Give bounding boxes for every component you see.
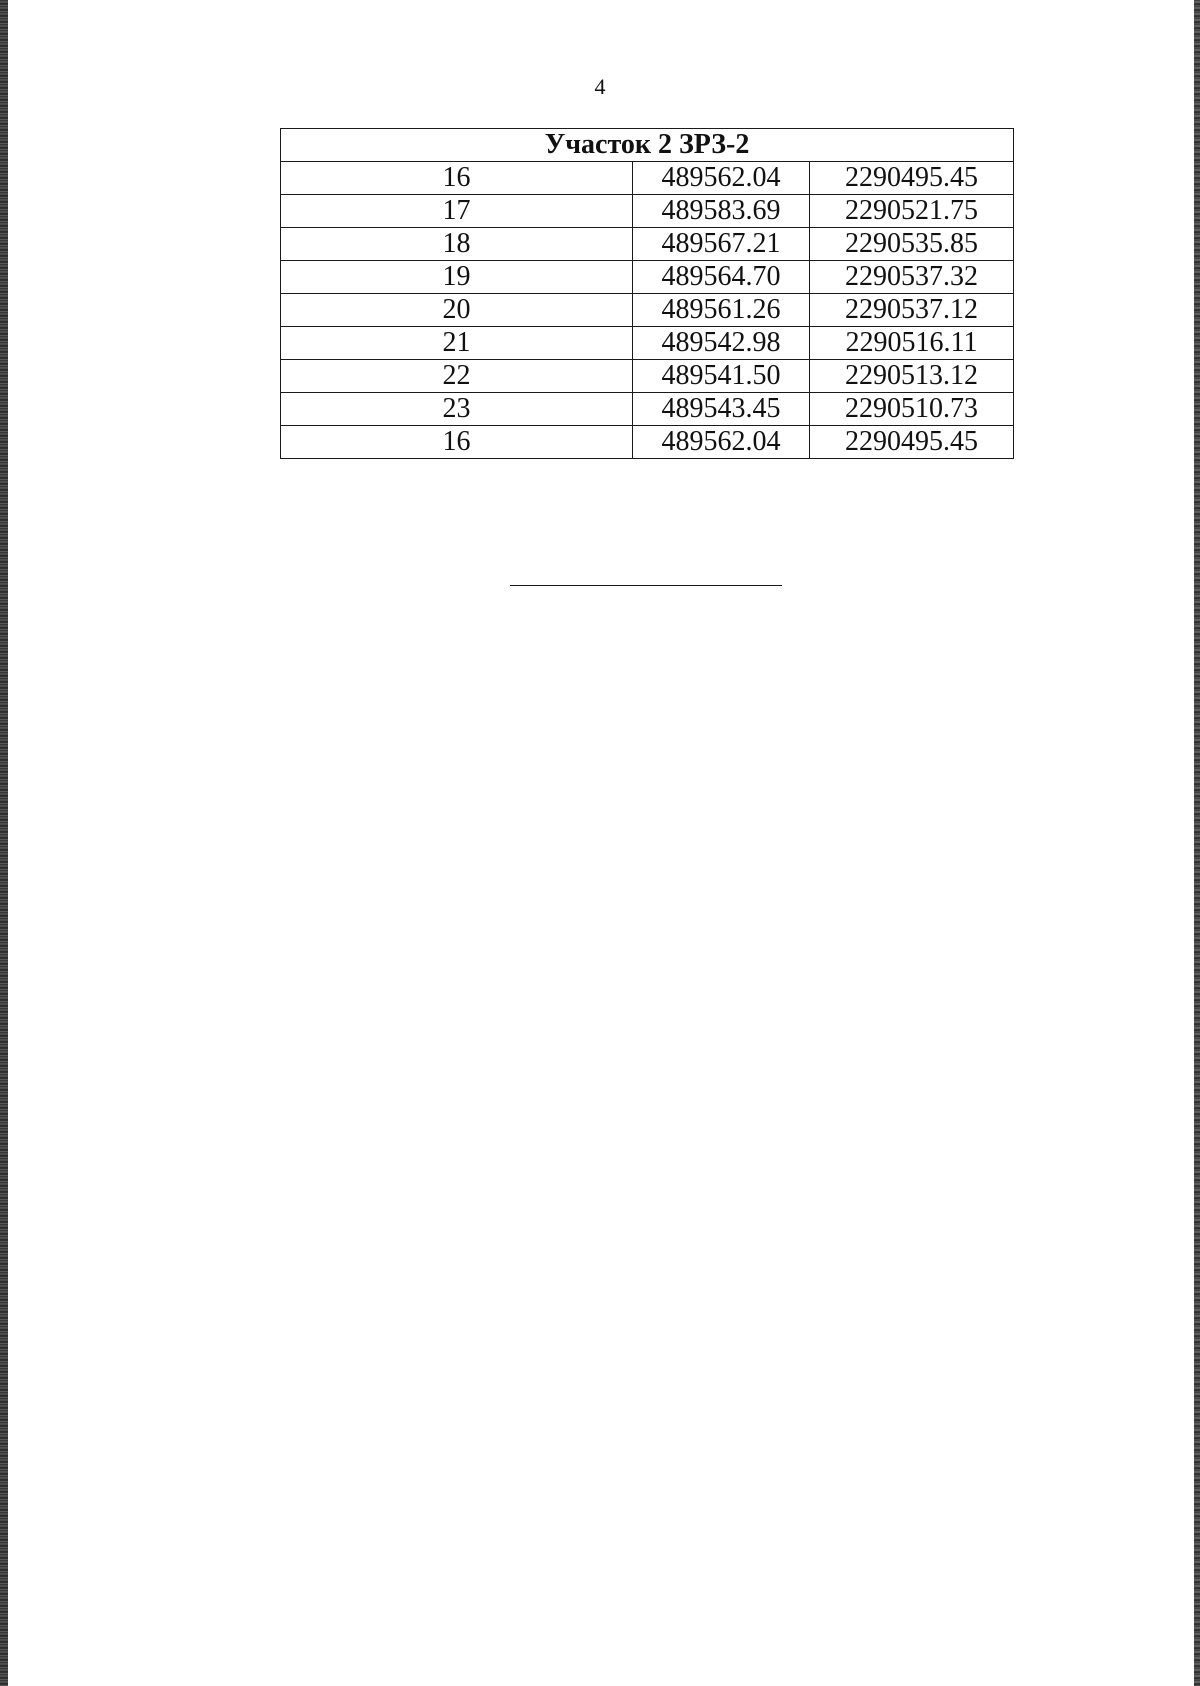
coordinates-table — [280, 128, 1014, 459]
table-row — [281, 327, 1014, 360]
point-number-cell: 17 — [281, 195, 633, 228]
x-coordinate-cell: 489564.70 — [633, 261, 810, 294]
table-row — [281, 294, 1014, 327]
y-coordinate-cell: 2290495.45 — [810, 426, 1014, 459]
point-number-cell: 16 — [281, 426, 633, 459]
end-separator-line — [510, 585, 782, 586]
point-number-cell: 21 — [281, 327, 633, 360]
x-coordinate-cell: 489541.50 — [633, 360, 810, 393]
y-coordinate-cell: 2290537.32 — [810, 261, 1014, 294]
page-number: 4 — [594, 74, 606, 99]
y-coordinate-cell: 2290516.11 — [810, 327, 1014, 360]
table-row — [281, 360, 1014, 393]
x-coordinate-cell: 489543.45 — [633, 393, 810, 426]
table-title-row — [281, 129, 1014, 162]
table-row — [281, 426, 1014, 459]
table-row — [281, 195, 1014, 228]
y-coordinate-cell: 2290510.73 — [810, 393, 1014, 426]
scan-border-right — [1194, 0, 1200, 1686]
table-row — [281, 261, 1014, 294]
table-title: Участок 2 ЗРЗ-2 — [281, 129, 1014, 162]
point-number-cell: 20 — [281, 294, 633, 327]
x-coordinate-cell: 489561.26 — [633, 294, 810, 327]
point-number-cell: 16 — [281, 162, 633, 195]
table-row — [281, 393, 1014, 426]
table-row — [281, 228, 1014, 261]
x-coordinate-cell: 489562.04 — [633, 162, 810, 195]
x-coordinate-cell: 489567.21 — [633, 228, 810, 261]
y-coordinate-cell: 2290513.12 — [810, 360, 1014, 393]
table-row — [281, 162, 1014, 195]
y-coordinate-cell: 2290537.12 — [810, 294, 1014, 327]
point-number-cell: 18 — [281, 228, 633, 261]
y-coordinate-cell: 2290521.75 — [810, 195, 1014, 228]
y-coordinate-cell: 2290495.45 — [810, 162, 1014, 195]
point-number-cell: 22 — [281, 360, 633, 393]
scan-border-left — [0, 0, 8, 1686]
point-number-cell: 23 — [281, 393, 633, 426]
x-coordinate-cell: 489583.69 — [633, 195, 810, 228]
point-number-cell: 19 — [281, 261, 633, 294]
x-coordinate-cell: 489562.04 — [633, 426, 810, 459]
y-coordinate-cell: 2290535.85 — [810, 228, 1014, 261]
x-coordinate-cell: 489542.98 — [633, 327, 810, 360]
